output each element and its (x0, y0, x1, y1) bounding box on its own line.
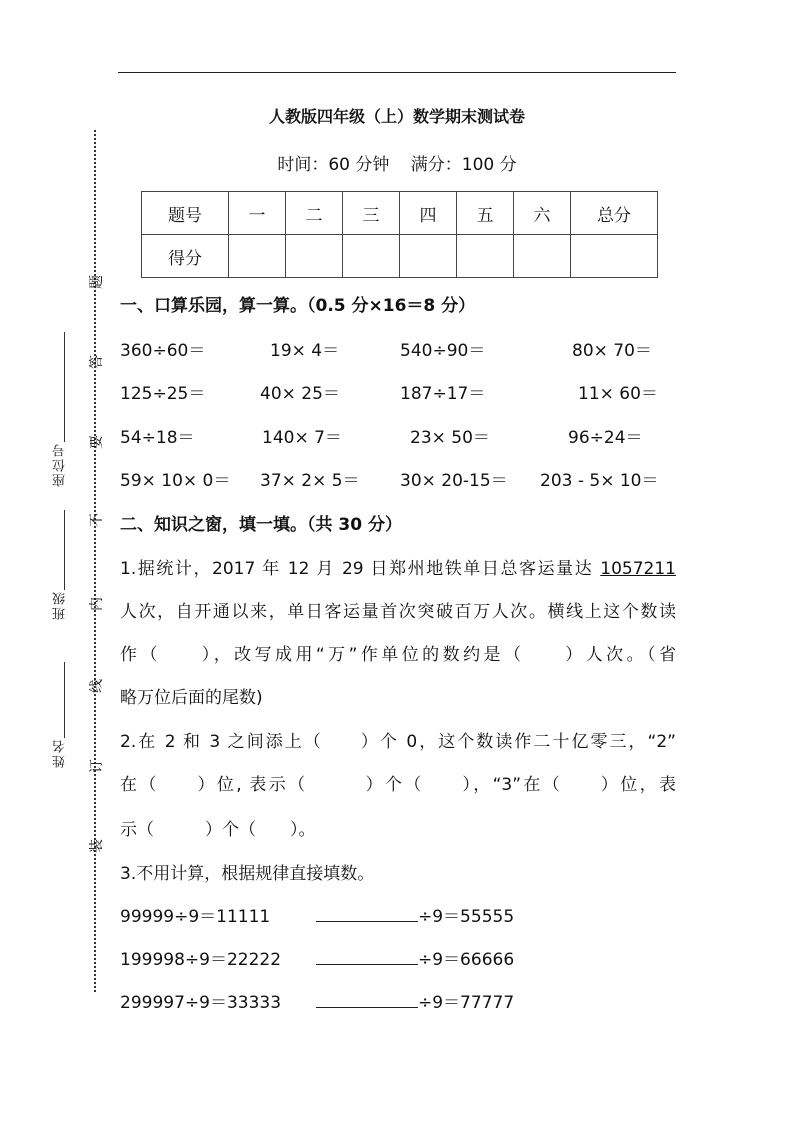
binding-char: 不 (89, 513, 105, 527)
class-line (64, 510, 65, 590)
score-input-cell[interactable] (571, 235, 658, 278)
score-input-cell[interactable] (457, 235, 514, 278)
score-cell: 六 (514, 192, 571, 235)
q3-row-right (316, 988, 514, 1013)
calc-item: 140× 7＝ (262, 428, 342, 448)
binding-char: 答 (89, 355, 105, 369)
calc-item: 40× 25＝ (260, 384, 340, 404)
score-cell: 四 (400, 192, 457, 235)
q1-number: 1057211 (600, 559, 676, 579)
answer-blank[interactable] (316, 905, 418, 922)
exam-full-score: 满分：100 分 (410, 155, 517, 175)
score-input-cell[interactable] (286, 235, 343, 278)
calc-item: 11× 60＝ (578, 384, 658, 404)
calc-item: 37× 2× 5＝ (260, 471, 360, 491)
seat-field (54, 330, 74, 487)
exam-info (0, 150, 794, 175)
exam-time: 时间：60 分钟 (277, 155, 390, 175)
q3-row-right-text: ÷9＝66666 (418, 950, 515, 970)
q3-row-right-text: ÷9＝55555 (418, 907, 515, 927)
name-line (64, 662, 65, 738)
score-cell: 三 (343, 192, 400, 235)
score-cell: 题号 (142, 192, 229, 235)
binding-char: 内 (89, 597, 105, 611)
answer-blank[interactable] (316, 991, 418, 1008)
binding-char: 题 (89, 275, 105, 289)
calc-item: 125÷25＝ (120, 384, 206, 404)
binding-char: 装 (89, 839, 105, 853)
q2-line: 示（ ）个（ ）。 (120, 820, 316, 840)
q3-row-right (316, 945, 514, 970)
calc-item: 360÷60＝ (120, 341, 206, 361)
calc-item: 203 - 5× 10＝ (540, 471, 659, 491)
q1-line: 作（ ），改写成用“万”作单位的数约是（ ）人次。（省 (120, 645, 676, 665)
calc-item: 19× 4＝ (270, 341, 340, 361)
section2-heading: 二、知识之窗，填一填。（共 30 分） (120, 515, 402, 535)
calc-item: 96÷24＝ (568, 428, 643, 448)
calc-item: 187÷17＝ (400, 384, 486, 404)
score-cell: 二 (286, 192, 343, 235)
score-cell: 得分 (142, 235, 229, 278)
name-label: 姓名 (53, 738, 68, 768)
score-table-header-row (142, 192, 658, 235)
q3-line: 3.不用计算，根据规律直接填数。 (120, 864, 375, 884)
score-cell: 总分 (571, 192, 658, 235)
class-label: 班级 (53, 590, 68, 620)
score-input-cell[interactable] (229, 235, 286, 278)
score-input-cell[interactable] (514, 235, 571, 278)
section1-heading: 一、口算乐园，算一算。（0.5 分×16＝8 分） (120, 296, 476, 316)
q3-row-right-text: ÷9＝77777 (418, 993, 515, 1013)
q2-line: 2.在 2 和 3 之间添上（ ）个 0，这个数读作二十亿零三，“2” (120, 732, 676, 752)
score-input-cell[interactable] (343, 235, 400, 278)
score-cell: 五 (457, 192, 514, 235)
q3-row-left: 299997÷9＝33333 (120, 993, 282, 1013)
binding-char: 线 (89, 679, 105, 693)
seat-label: 座位号 (53, 442, 68, 487)
binding-char: 要 (89, 435, 105, 449)
score-table-score-row (142, 235, 658, 278)
score-cell: 一 (229, 192, 286, 235)
calc-item: 30× 20-15＝ (400, 471, 508, 491)
seat-line (64, 332, 65, 442)
calc-item: 80× 70＝ (572, 341, 652, 361)
name-field (54, 660, 74, 768)
calc-item: 54÷18＝ (120, 428, 195, 448)
q3-row-left: 199998÷9＝22222 (120, 950, 282, 970)
page-title: 人教版四年级（上）数学期末测试卷 (268, 107, 525, 126)
calc-item: 23× 50＝ (410, 428, 490, 448)
score-table (141, 191, 658, 278)
answer-blank[interactable] (316, 948, 418, 965)
top-rule (118, 72, 676, 73)
q1-line (120, 554, 676, 579)
q3-row-left: 99999÷9＝11111 (120, 907, 271, 927)
q2-line: 在（ ）位, 表示（ ）个（ ），“3”在（ ）位，表 (120, 775, 676, 795)
score-input-cell[interactable] (400, 235, 457, 278)
binding-char: 订 (89, 759, 105, 773)
q1-text: 1.据统计，2017 年 12 月 29 日郑州地铁单日总客运量达 (120, 559, 601, 579)
calc-item: 540÷90＝ (400, 341, 486, 361)
q1-line: 人次，自开通以来，单日客运量首次突破百万人次。横线上这个数读 (120, 602, 676, 622)
class-field (54, 508, 74, 620)
binding-dotted-line (94, 130, 96, 992)
q1-line: 略万位后面的尾数) (120, 688, 263, 708)
q3-row-right (316, 902, 514, 927)
calc-item: 59× 10× 0＝ (120, 471, 231, 491)
